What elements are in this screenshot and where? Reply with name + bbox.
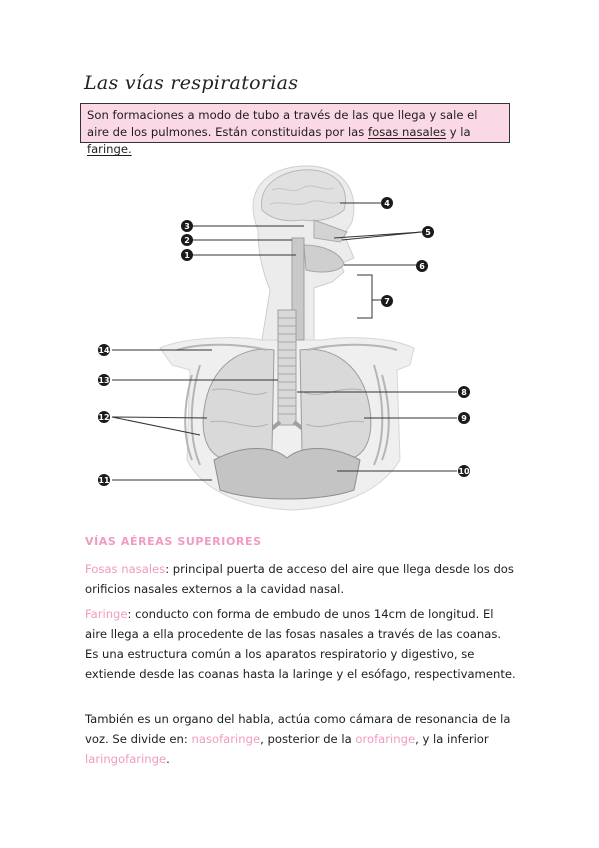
marker-10 [458,465,470,477]
svg-text:3: 3 [184,222,190,231]
organo-text-4: . [166,752,170,766]
organo-text-2: , posterior de la [260,732,356,746]
paragraph-organo-habla [85,709,517,769]
fosas-nasales-text: : principal puerta de acceso del aire que llega desde los dos orificios nasales externos a la cavidad nasal. [85,562,514,596]
intro-box [80,103,510,156]
svg-text:7: 7 [384,297,390,306]
term-fosas-nasales-label: Fosas nasales [85,562,166,576]
intro-text: Son formaciones a modo de tubo a través de las que llega y sale el aire de los pulmones. Están constituidas por las [87,108,478,139]
svg-text:2: 2 [184,236,190,245]
term-faringe: faringe. [87,142,132,156]
svg-text:9: 9 [461,414,467,423]
marker-13 [98,374,110,386]
faringe-text: : conducto con forma de embudo de unos 14cm de longitud. El aire llega a ella procedente de las fosas nasales a través de las coanas. Es una estructura común a los aparatos respiratorio y digestivo, se extiende desde las coanas hasta la laringe y el esófago, respectivamente. [85,607,516,681]
term-faringe-label: Faringe [85,607,128,621]
svg-text:14: 14 [98,346,110,355]
svg-text:13: 13 [98,376,110,385]
intro-text-middle: y la [446,125,471,139]
organo-text-3: , y la inferior [415,732,489,746]
svg-text:6: 6 [419,262,425,271]
marker-6 [416,260,428,272]
respiratory-system-diagram [92,160,492,520]
page-title: Las vías respiratorias [84,72,299,94]
term-nasofaringe: nasofaringe [191,732,261,746]
marker-1 [181,249,193,261]
marker-7 [381,295,393,307]
marker-3 [181,220,193,232]
svg-text:11: 11 [98,476,110,485]
svg-text:5: 5 [425,228,431,237]
svg-text:8: 8 [461,388,467,397]
marker-5 [422,226,434,238]
term-orofaringe: orofaringe [355,732,416,746]
paragraph-faringe [85,604,517,684]
section-heading: VÍAS AÉREAS SUPERIORES [85,535,262,548]
marker-4 [381,197,393,209]
paragraph-fosas-nasales [85,559,517,599]
marker-2 [181,234,193,246]
svg-text:10: 10 [458,467,470,476]
organo-text-1: También es un organo del habla, actúa como cámara de resonancia de la voz. Se divide en: [85,712,511,746]
svg-text:12: 12 [98,413,110,422]
term-laringofaringe: laringofaringe [85,752,167,766]
marker-8 [458,386,470,398]
marker-9 [458,412,470,424]
marker-12 [98,411,110,423]
term-fosas-nasales: fosas nasales [368,125,447,139]
marker-14 [98,344,110,356]
marker-11 [98,474,110,486]
svg-text:1: 1 [184,251,190,260]
svg-text:4: 4 [384,199,390,208]
